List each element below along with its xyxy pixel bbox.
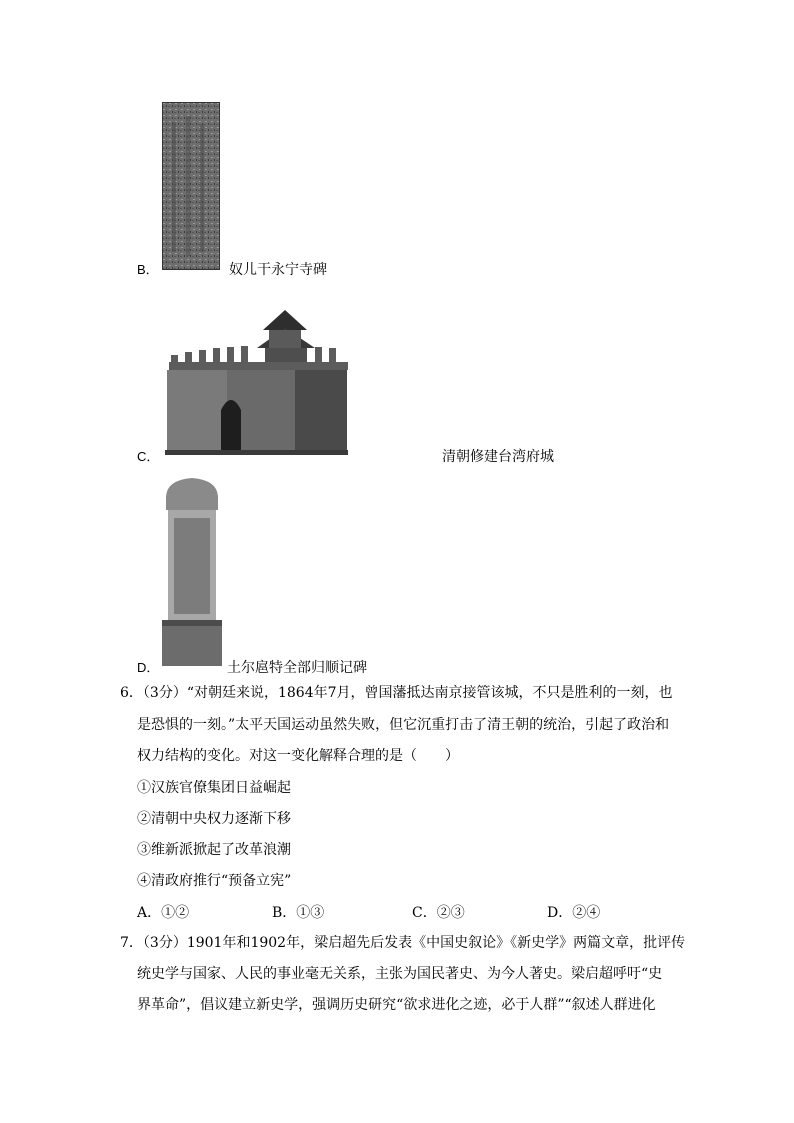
- q7-stem-line-2: 统史学与国家、人民的事业毫无关系，主张为国民著史、为今人著史。梁启超呼吁“史: [137, 966, 663, 982]
- q6-choice-c[interactable]: C．②③: [412, 905, 465, 921]
- option-c-letter: C．: [137, 449, 160, 464]
- stele-image-torghut: [160, 476, 224, 666]
- q6-stem-line-1: 6．（3分）“对朝廷来说，1864年7月，曾国藩抵达南京接管该城，不只是胜利的一刻，也: [120, 685, 673, 701]
- option-b-letter: B．: [137, 262, 159, 277]
- q6-item-2: ②清朝中央权力逐渐下移: [137, 811, 291, 827]
- city-wall-image-taiwan: [165, 292, 348, 455]
- stele-image-yongning: [162, 102, 220, 270]
- q6-stem-line-2: 是恐惧的一刻。”太平天国运动虽然失败，但它沉重打击了清王朝的统治，引起了政治和: [137, 717, 670, 733]
- q6-stem-line-3: 权力结构的变化。对这一变化解释合理的是（ ）: [137, 748, 459, 764]
- option-d-letter: D．: [137, 660, 160, 675]
- q6-choice-d[interactable]: D．②④: [547, 905, 601, 921]
- q7-stem-line-3: 界革命”，倡议建立新史学，强调历史研究“欲求进化之迹，必于人群”“叙述人群进化: [137, 997, 656, 1013]
- q6-item-3: ③维新派掀起了改革浪潮: [137, 842, 291, 858]
- q6-choice-a[interactable]: A．①②: [137, 905, 190, 921]
- q6-item-1: ①汉族官僚集团日益崛起: [137, 780, 291, 796]
- option-c-caption: 清朝修建台湾府城: [442, 449, 554, 465]
- option-d-caption: 土尔扈特全部归顺记碑: [227, 660, 367, 676]
- option-b-caption: 奴儿干永宁寺碑: [229, 262, 327, 278]
- q6-item-4: ④清政府推行“预备立宪”: [137, 873, 292, 889]
- q7-stem-line-1: 7．（3分）1901年和1902年，梁启超先后发表《中国史叙论》《新史学》两篇文章，批评传: [120, 935, 686, 951]
- q6-choice-b[interactable]: B．①③: [272, 905, 325, 921]
